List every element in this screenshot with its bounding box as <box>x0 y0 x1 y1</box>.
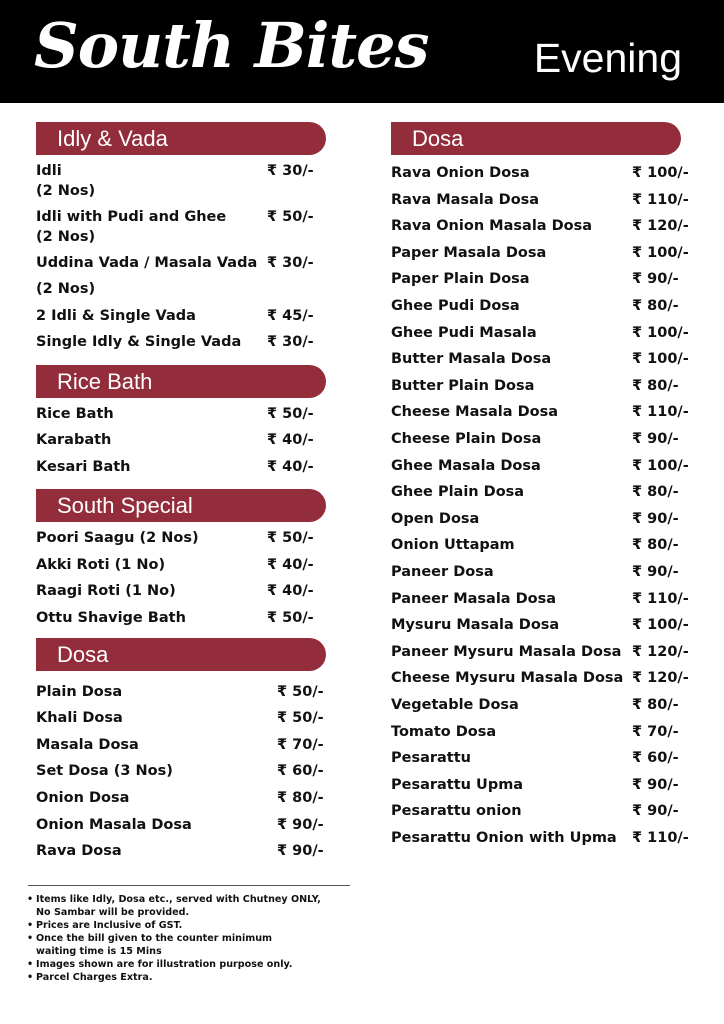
menu-item-price: ₹ 30/- <box>267 334 314 350</box>
menu-item-price: ₹ 50/- <box>267 406 314 422</box>
menu-item-price: ₹ 80/- <box>632 537 679 554</box>
menu-item-price: ₹ 110/- <box>632 404 689 421</box>
menu-item-name: Karabath <box>36 432 112 448</box>
menu-item-name: Ghee Pudi Masala <box>391 324 537 341</box>
section-header: Dosa <box>36 638 326 671</box>
menu-header <box>0 0 724 103</box>
menu-item-name: Paneer Masala Dosa <box>391 590 557 607</box>
menu-item-price: ₹ 50/- <box>267 530 314 546</box>
menu-item-price: ₹ 40/- <box>267 432 314 448</box>
menu-item-name: Uddina Vada / Masala Vada <box>36 255 258 271</box>
section-header: Dosa <box>391 122 681 155</box>
menu-item-name: Kesari Bath <box>36 459 131 475</box>
menu-item-name: Onion Uttapam <box>391 537 515 554</box>
note-item: • Parcel Charges Extra. <box>27 971 357 984</box>
note-item: • Items like Idly, Dosa etc., served with Chutney ONLY, No Sambar will be provided. <box>27 893 357 919</box>
menu-item-price: ₹ 60/- <box>632 750 679 767</box>
menu-item-name: 2 Idli & Single Vada <box>36 308 196 324</box>
menu-item-price: ₹ 60/- <box>277 763 324 779</box>
menu-item-price: ₹ 120/- <box>632 218 689 235</box>
menu-item-name: Paneer Dosa <box>391 564 494 580</box>
menu-item-name: Rice Bath <box>36 406 114 422</box>
menu-item-name: Masala Dosa <box>36 737 139 753</box>
menu-item-name: Pesarattu <box>391 750 471 767</box>
menu-item-price: ₹ 90/- <box>632 564 679 580</box>
note-item: • Prices are Inclusive of GST. <box>27 919 357 932</box>
menu-item-name: Paper Plain Dosa <box>391 271 530 288</box>
menu-item-name: Vegetable Dosa <box>391 697 519 713</box>
note-item: • Once the bill given to the counter minimum waiting time is 15 Mins <box>27 932 357 958</box>
menu-item-price: ₹ 70/- <box>277 737 324 753</box>
menu-item-name: Onion Dosa <box>36 790 130 806</box>
menu-item-price: ₹ 110/- <box>632 830 689 846</box>
menu-item-name: Single Idly & Single Vada <box>36 334 242 350</box>
menu-item-name: Ghee Pudi Dosa <box>391 298 520 314</box>
menu-item-price: ₹ 90/- <box>632 803 679 820</box>
note-item: • Images shown are for illustration purpose only. <box>27 958 357 971</box>
menu-item-price: ₹ 50/- <box>267 209 314 225</box>
menu-item-name: Cheese Plain Dosa <box>391 431 542 447</box>
menu-item-price: ₹ 90/- <box>632 271 679 288</box>
menu-item-price: ₹ 90/- <box>277 843 324 859</box>
menu-item-name: Khali Dosa <box>36 710 123 726</box>
menu-item-name: Rava Masala Dosa <box>391 191 540 208</box>
menu-item-price: ₹ 40/- <box>267 583 314 599</box>
menu-item-price: ₹ 70/- <box>632 723 679 740</box>
menu-item-name: Ghee Masala Dosa <box>391 457 541 474</box>
menu-item-name: Pesarattu Onion with Upma <box>391 830 617 846</box>
menu-item-price: ₹ 30/- <box>267 163 314 179</box>
menu-item-name: Paneer Mysuru Masala Dosa <box>391 643 622 660</box>
menu-item-name: Rava Dosa <box>36 843 122 859</box>
menu-item-name: Akki Roti (1 No) <box>36 557 166 573</box>
menu-item-name: Poori Saagu (2 Nos) <box>36 530 199 546</box>
menu-item-name: Idli (2 Nos) <box>36 163 96 199</box>
menu-item-price: ₹ 80/- <box>632 377 679 394</box>
section-header: South Special <box>36 489 326 522</box>
menu-item-name: Cheese Masala Dosa <box>391 404 558 421</box>
menu-item-name: Mysuru Masala Dosa <box>391 617 560 634</box>
menu-item-name: Raagi Roti (1 No) <box>36 583 176 599</box>
menu-notes <box>27 893 357 984</box>
menu-item-name: Open Dosa <box>391 510 480 527</box>
menu-item-price: ₹ 80/- <box>632 298 679 314</box>
menu-item-name: Rava Onion Masala Dosa <box>391 218 593 235</box>
menu-item-price: ₹ 40/- <box>267 557 314 573</box>
menu-item-price: ₹ 100/- <box>632 457 689 474</box>
menu-item-price: ₹ 90/- <box>632 510 679 527</box>
menu-item-name: Butter Plain Dosa <box>391 377 535 394</box>
menu-item-name: Butter Masala Dosa <box>391 351 552 368</box>
menu-item-name: Set Dosa (3 Nos) <box>36 763 173 779</box>
menu-item-name: Pesarattu onion <box>391 803 522 820</box>
menu-item-name: Ottu Shavige Bath <box>36 610 186 626</box>
menu-item-price: ₹ 45/- <box>267 308 314 324</box>
menu-item-price: ₹ 80/- <box>632 484 679 501</box>
menu-item-name: Rava Onion Dosa <box>391 165 530 181</box>
menu-item-price: ₹ 110/- <box>632 590 689 607</box>
menu-item-price: ₹ 40/- <box>267 459 314 475</box>
menu-item-price: ₹ 100/- <box>632 351 689 368</box>
menu-period-label: Evening <box>533 35 682 81</box>
menu-item-name: Tomato Dosa <box>391 723 497 740</box>
menu-item-name: (2 Nos) <box>36 281 96 297</box>
menu-item-price: ₹ 120/- <box>632 643 689 660</box>
menu-item-price: ₹ 120/- <box>632 670 689 687</box>
menu-item-price: ₹ 100/- <box>632 165 689 181</box>
brand-title: South Bites <box>34 9 429 82</box>
menu-item-price: ₹ 50/- <box>277 710 324 726</box>
menu-item-price: ₹ 100/- <box>632 324 689 341</box>
menu-item-price: ₹ 90/- <box>277 817 324 833</box>
section-header: Idly & Vada <box>36 122 326 155</box>
menu-item-price: ₹ 90/- <box>632 431 679 447</box>
menu-item-name: Idli with Pudi and Ghee (2 Nos) <box>36 209 227 245</box>
menu-item-price: ₹ 90/- <box>632 776 679 793</box>
menu-item-name: Ghee Plain Dosa <box>391 484 525 501</box>
menu-item-price: ₹ 80/- <box>632 697 679 713</box>
section-header: Rice Bath <box>36 365 326 398</box>
menu-item-price: ₹ 30/- <box>267 255 314 271</box>
menu-item-name: Plain Dosa <box>36 684 123 700</box>
notes-divider <box>28 885 350 886</box>
menu-item-price: ₹ 100/- <box>632 244 689 261</box>
menu-item-name: Cheese Mysuru Masala Dosa <box>391 670 624 687</box>
menu-item-price: ₹ 100/- <box>632 617 689 634</box>
menu-item-name: Onion Masala Dosa <box>36 817 192 833</box>
menu-item-name: Paper Masala Dosa <box>391 244 547 261</box>
menu-item-price: ₹ 50/- <box>267 610 314 626</box>
menu-item-price: ₹ 80/- <box>277 790 324 806</box>
menu-item-name: Pesarattu Upma <box>391 776 524 793</box>
menu-item-price: ₹ 50/- <box>277 684 324 700</box>
menu-item-price: ₹ 110/- <box>632 191 689 208</box>
